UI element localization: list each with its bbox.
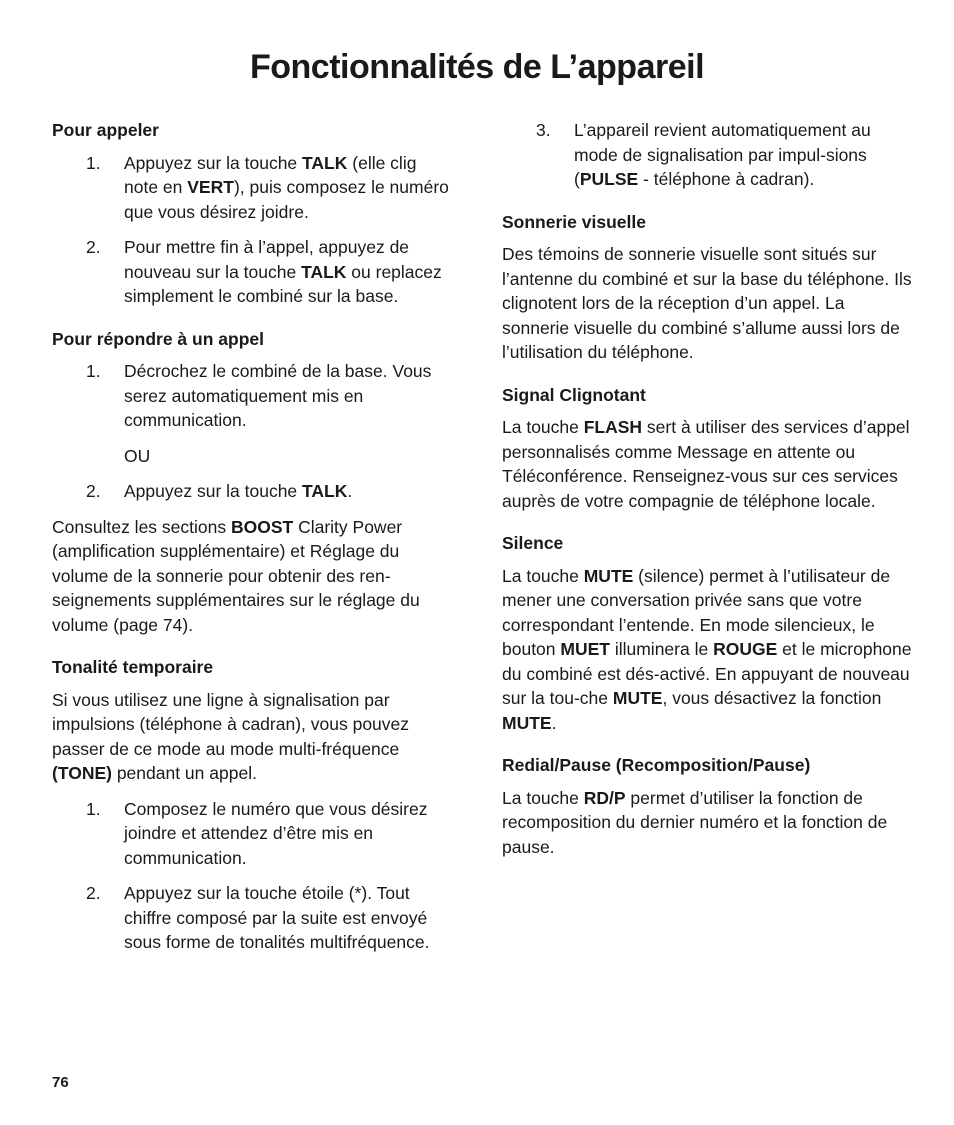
item-text: Pour mettre fin à l’appel, appuyez de nouveau sur la touche TALK ou replacez simplement le combiné sur la base. <box>124 237 442 306</box>
section-heading: Silence <box>502 533 564 553</box>
section-heading: Redial/Pause (Recomposition/Pause) <box>502 755 811 775</box>
section-silence <box>502 531 912 735</box>
section-pour-appeler <box>52 118 452 309</box>
section-tonalite <box>52 655 452 955</box>
section-sonnerie-visuelle <box>502 210 912 365</box>
item-text: Composez le numéro que vous désirez joindre et attendez d’être mis en communication. <box>124 798 428 868</box>
paragraph: La touche RD/P permet d’utiliser la fonction de recomposition du dernier numéro et la fonction de pause. <box>502 787 888 857</box>
section-heading: Signal Clignotant <box>502 384 646 405</box>
paragraph: La touche FLASH sert à utiliser des services d’appel personnalisés comme Message en attente ou Téléconférence. Renseignez-vous sur ces services auprès de votre compagnie de téléphone locale. <box>502 417 910 511</box>
section-redial-pause <box>502 753 912 859</box>
page-number: 76 <box>52 1074 69 1091</box>
section-signal-clignotant <box>502 383 912 514</box>
or-label: OU <box>124 445 151 466</box>
paragraph: La touche MUTE (silence) permet à l’utilisateur de mener une conversation privée sans que votre correspondant l’entende. En mode silencieux, le bouton MUET illuminera le ROUGE et le microphone du combiné est dés-activé. En appuyant de nouveau sur la tou-che MUTE, vous désactivez la fonction MUTE. <box>502 565 912 733</box>
list-item <box>52 359 452 433</box>
section-heading: Pour appeler <box>52 120 159 140</box>
item-number: 2. <box>86 481 101 501</box>
item-number: 1. <box>86 361 101 381</box>
list-item <box>52 151 452 225</box>
item-text: Décrochez le combiné de la base. Vous serez automatiquement mis en communication. <box>124 361 432 430</box>
list-item <box>52 479 452 504</box>
section-heading: Pour répondre à un appel <box>52 328 264 349</box>
list-item <box>52 797 452 871</box>
item-number: 2. <box>86 237 101 257</box>
paragraph: Si vous utilisez une ligne à signalisation par impulsions (téléphone à cadran), vous pouvez passer de ce mode au mode multi-fréquence (TONE) pendant un appel. <box>52 689 410 783</box>
item-number: 3. <box>536 120 551 140</box>
item-number: 1. <box>86 152 101 173</box>
item-number: 2. <box>86 883 101 903</box>
page-title: Fonctionnalités de L’appareil <box>249 48 705 86</box>
item-text: L’appareil revient automatiquement au mode de signalisation par impul-sions (PULSE - téléphone à cadran). <box>574 120 871 189</box>
list-item <box>502 118 912 192</box>
left-column <box>52 118 452 973</box>
paragraph: Des témoins de sonnerie visuelle sont situés sur l’antenne du combiné et sur la base du téléphone. Ils clignotent lors de la réception d’un appel. La sonnerie visuelle du combiné s’allume aussi lors de l’utilisation du téléphone. <box>502 244 912 362</box>
item-text: Appuyez sur la touche étoile (*). Tout chiffre composé par la suite est envoyé sous forme de tonalités multifréquence. <box>124 883 430 952</box>
section-pour-repondre <box>52 327 452 638</box>
paragraph: Consultez les sections BOOST Clarity Power (amplification supplémentaire) et Réglage du volume de la sonnerie pour obtenir des ren-seignements supplémentaires sur le réglage du volume (page 74). <box>52 516 420 635</box>
item-text: Appuyez sur la touche TALK. <box>124 481 353 501</box>
list-item <box>52 881 452 955</box>
section-heading: Sonnerie visuelle <box>502 211 646 232</box>
list-item <box>52 235 452 309</box>
item-number: 1. <box>86 798 101 819</box>
item-text: Appuyez sur la touche TALK (elle clig note en VERT), puis composez le numéro que vous désirez joidre. <box>124 152 449 222</box>
section-heading: Tonalité temporaire <box>52 657 214 677</box>
section-continuation <box>502 118 912 192</box>
right-column <box>502 118 912 877</box>
